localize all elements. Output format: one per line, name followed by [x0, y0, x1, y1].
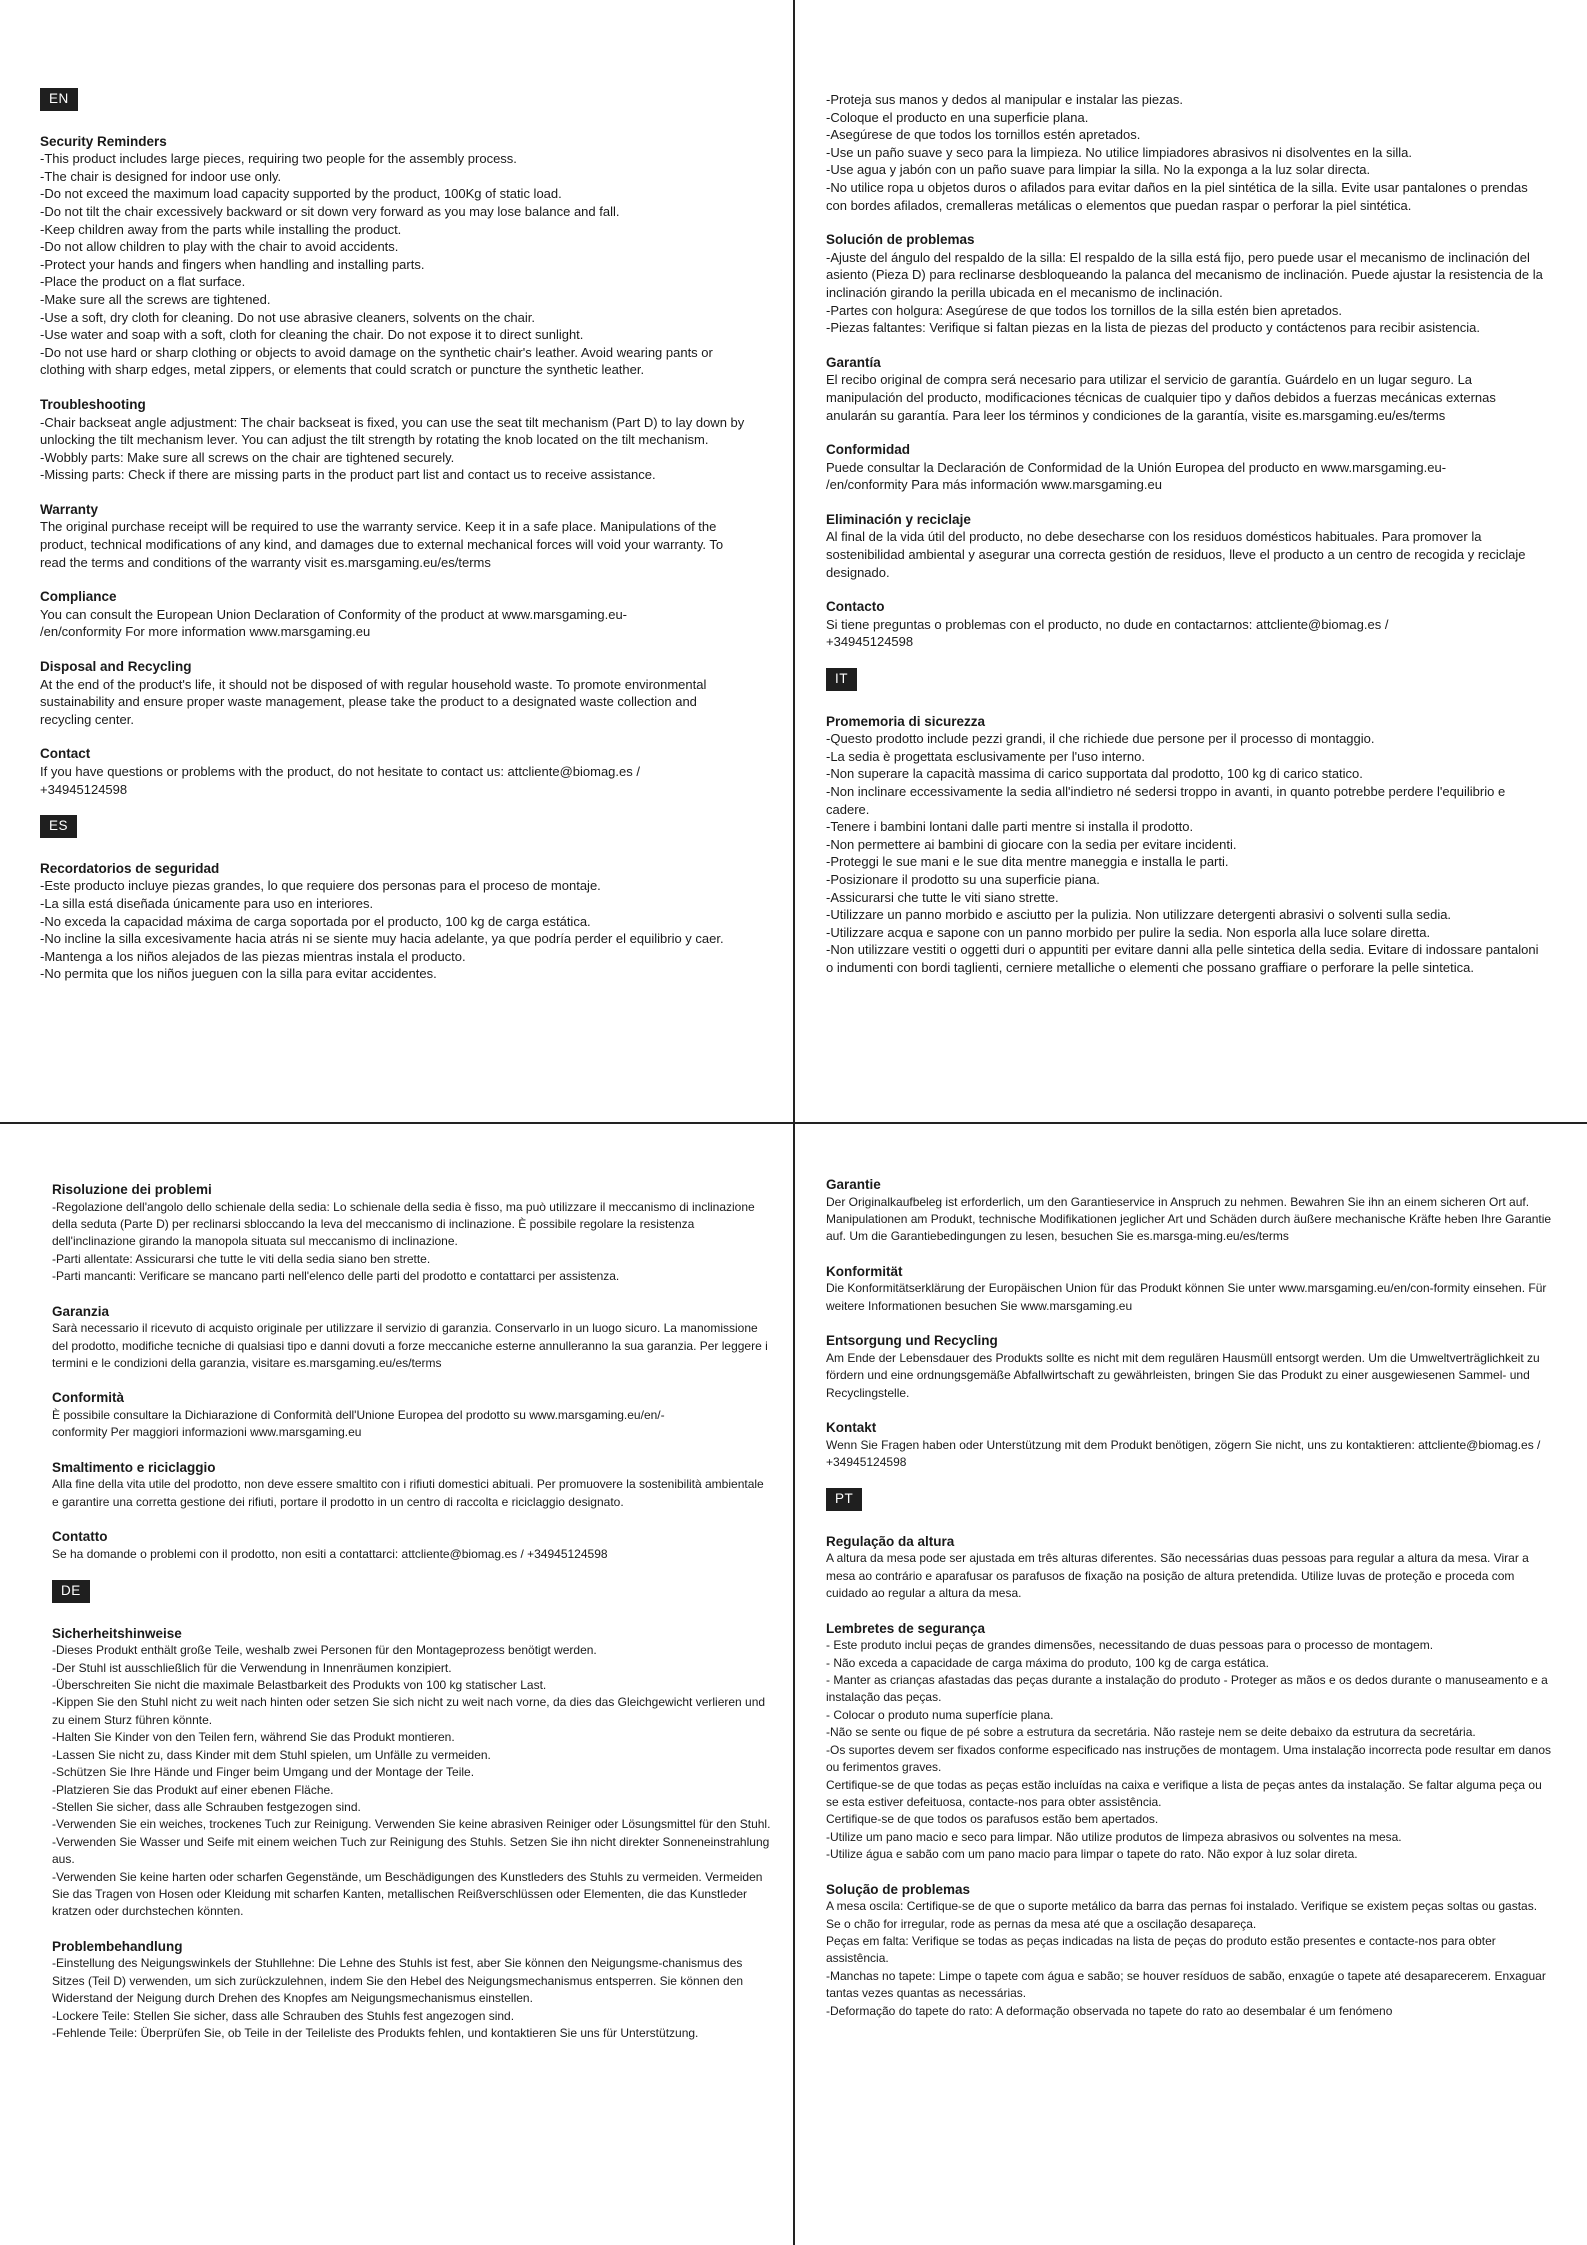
section: [52, 1938, 772, 2043]
section: [826, 511, 1544, 581]
section: [40, 133, 750, 379]
section-body: Puede consultar la Declaración de Conformidad de la Unión Europea del producto en www.marsgaming.eu- /en/conformity Para más información www.marsgaming.eu: [826, 459, 1447, 493]
quadrant-top-right: [826, 91, 1544, 994]
section-title: Eliminación y reciclaje: [826, 511, 971, 527]
section-title: Garantía: [826, 354, 881, 370]
section-body: -Proteja sus manos y dedos al manipular e instalar las piezas. -Coloque el producto en una superficie plana. -Asegúrese de que todos los tornillos estén apretados. -Use un paño suave y seco para la limpieza. No utilice limpiadores abrasivos ni disolventes en la silla. -Use agua y jabón con un paño suave para limpiar la silla. No la exponga a la luz solar directa. -No utilice ropa u objetos duros o afilados para evitar daños en la piel sintética de la silla. Evite usar pantalones o prendas con bordes afilados, cremalleras metálicas o elementos que puedan raspar o perforar la piel sintética.: [826, 92, 1528, 213]
section: [826, 441, 1544, 494]
section: [40, 658, 750, 728]
section-title: Garanzia: [52, 1303, 110, 1319]
section: [826, 231, 1544, 337]
section-body: If you have questions or problems with the product, do not hesitate to contact us: attcliente@biomag.es / +34945124598: [40, 764, 640, 797]
section-body: Wenn Sie Fragen haben oder Unterstützung mit dem Produkt benötigen, zögern Sie nicht, uns zu kontaktieren: attcliente@biomag.es / +34945124598: [826, 1437, 1541, 1470]
section: [52, 1459, 772, 1511]
section-body: At the end of the product's life, it should not be disposed of with regular household waste. To promote environmental sustainability and ensure proper waste management, please take the product to a designated waste collection and recycling center.: [40, 676, 707, 727]
section: [40, 396, 750, 484]
section: [40, 588, 750, 641]
section-title: Conformidad: [826, 442, 910, 458]
language-badge: PT: [826, 1488, 862, 1510]
section-body: -Einstellung des Neigungswinkels der Stuhllehne: Die Lehne des Stuhls ist fest, aber Sie können den Neigungsme-chanismus des Sitzes (Teil D) verwenden, um sich zurückzulehnen, indem Sie den Hebel des Neigungsmechanismus entsperren. Sie können den Widerstand der Neigung durch Drehen des Knopfes am Neigungsmechanismus einstellen. -Lockere Teile: Stellen Sie sicher, dass alle Schrauben des Stuhls fest angezogen sind. -Fehlende Teile: Überprüfen Sie, ob Teile in der Teileliste des Produkts fehlen, und kontaktieren Sie uns für Unterstützung.: [52, 1956, 744, 2040]
section-title: Compliance: [40, 589, 117, 605]
language-badge: IT: [826, 668, 857, 691]
section-title: Contacto: [826, 599, 885, 615]
section-title: Contact: [40, 746, 91, 762]
section: [826, 1176, 1554, 1246]
section: [826, 1533, 1554, 1603]
section-body: Der Originalkaufbeleg ist erforderlich, um den Garantieservice in Anspruch zu nehmen. Bewahren Sie ihn an einem sicheren Ort auf. Manipulationen am Produkt, technische Modifikationen jeglicher Art und Schäden durch äußere mechanische Kräfte heben Ihre Garantie auf. Um die Garantiebedingungen zu lesen, besuchen Sie es.marsga-ming.eu/es/terms: [826, 1194, 1552, 1244]
section-body: -This product includes large pieces, requiring two people for the assembly process. -The chair is designed for indoor use only. -Do not exceed the maximum load capacity supported by the product, 100Kg of static load. -Do not tilt the chair excessively backward or sit down very forward as you may lose balance and fall. -Keep children away from the parts while installing the product. -Do not allow children to play with the chair to avoid accidents. -Protect your hands and fingers when handling and installing parts. -Place the product on a flat surface. -Make sure all the screws are tightened. -Use a soft, dry cloth for cleaning. Do not use abrasive cleaners, solvents on the chair. -Use water and soap with a soft, cloth for cleaning the chair. Do not expose it to direct sunlight. -Do not use hard or sharp clothing or objects to avoid damage on the synthetic chair's leather. Avoid wearing pants or clothing with sharp edges, metal zippers, or elements that could scratch or puncture the synthetic leather.: [40, 151, 713, 378]
section-title: Kontakt: [826, 1420, 877, 1436]
section-body: El recibo original de compra será necesario para utilizar el servicio de garantía. Guárdelo en un lugar seguro. La manipulación del producto, modificaciones técnicas de cualquier tipo y daños debidos a fuerzas mecánicas externas anularán su garantía. Para leer los términos y condiciones de la garantía, visite es.marsgaming.eu/es/terms: [826, 372, 1496, 423]
section-body: È possibile consultare la Dichiarazione di Conformità dell'Unione Europea del prodotto su www.marsgaming.eu/en/- conformity Per maggiori informazioni www.marsgaming.eu: [52, 1408, 665, 1440]
section-body: You can consult the European Union Declaration of Conformity of the product at www.marsgaming.eu- /en/conformity For more information www.marsgaming.eu: [40, 606, 628, 640]
section-body: -Dieses Produkt enthält große Teile, weshalb zwei Personen für den Montageprozess benötigt werden. -Der Stuhl ist ausschließlich für die Verwendung in Innenräumen konzipiert. -Überschreiten Sie nicht die maximale Belastbarkeit des Produkts von 100 kg statischer Last. -Kippen Sie den Stuhl nicht zu weit nach hinten oder setzen Sie sich nicht zu weit nach vorne, da dies das Gleichgewicht verlieren und zu einem Sturz führen könnte. -Halten Sie Kinder von den Teilen fern, während Sie das Produkt montieren. -Lassen Sie nicht zu, dass Kinder mit dem Stuhl spielen, um Unfälle zu vermeiden. -Schützen Sie Ihre Hände und Finger beim Umgang und der Montage der Teile. -Platzieren Sie das Produkt auf einer ebenen Fläche. -Stellen Sie sicher, dass alle Schrauben festgezogen sind. -Verwenden Sie ein weiches, trockenes Tuch zur Reinigung. Verwenden Sie keine abrasiven Reiniger oder Lösungsmittel für den Stuhl. -Verwenden Sie Wasser und Seife mit einem weichen Tuch zur Reinigung des Stuhls. Setzen Sie ihn nicht direkter Sonneneinstrahlung aus. -Verwenden Sie keine harten oder scharfen Gegenstände, um Beschädigungen des Kunstleders des Stuhls zu vermeiden. Vermeiden Sie das Tragen von Hosen oder Kleidung mit scharfen Kanten, metallischen Reißverschlüssen oder Elementen, die das Kunstleder kratzen oder durchstechen könnten.: [52, 1643, 771, 1919]
section-title: Disposal and Recycling: [40, 659, 192, 675]
section-title: Risoluzione dei problemi: [52, 1182, 212, 1197]
section-title: Smaltimento e riciclaggio: [52, 1459, 216, 1475]
section: [826, 354, 1544, 424]
quadrant-bottom-left: [52, 1181, 772, 2059]
section-title: Entsorgung und Recycling: [826, 1333, 998, 1349]
section-body: The original purchase receipt will be required to use the warranty service. Keep it in a safe place. Manipulations of the product, technical modifications of any kind, and damages due to external mechanical forces will void your warranty. To read the terms and conditions of the warranty visit es.marsgaming.eu/es/terms: [40, 519, 724, 570]
section-body: Si tiene preguntas o problemas con el producto, no dude en contactarnos: attcliente@biomag.es / +34945124598: [826, 616, 1389, 650]
section: [826, 1419, 1554, 1471]
section-body: -Questo prodotto include pezzi grandi, il che richiede due persone per il processo di montaggio. -La sedia è progettata esclusivamente per l'uso interno. -Non superare la capacità massima di carico supportata dal prodotto, 100 kg di carico statico. -Non inclinare eccessivamente la sedia all'indietro né sedersi troppo in avanti, in quanto potrebbe perdere l'equilibrio e cadere. -Tenere i bambini lontani dalle parti mentre si installa il prodotto. -Non permettere ai bambini di giocare con la sedia per evitare incidenti. -Proteggi le sue mani e le sue dita mentre maneggia e installa le parti. -Posizionare il prodotto su una superficie piana. -Assicurarsi che tutte le viti siano strette. -Utilizzare un panno morbido e asciutto per la pulizia. Non utilizzare detergenti abrasivi o solventi sulla sedia. -Utilizzare acqua e sapone con un panno morbido per pulire la sedia. Non esporla alla luce solare diretta. -Non utilizzare vestiti o oggetti duri o appuntiti per evitare danni alla pelle sintetica della sedia. Evitare di indossare pantaloni o indumenti con bordi taglienti, cerniere metalliche o elementi che possano graffiare o perforare la pelle sintetica.: [826, 731, 1539, 975]
section: [52, 1625, 772, 1921]
section-title: Security Reminders: [40, 133, 167, 149]
section-body: Die Konformitätserklärung der Europäischen Union für das Produkt können Sie unter www.marsgaming.eu/en/con-formity einsehen. Für weitere Informationen besuchen Sie www.marsgaming.eu: [826, 1281, 1547, 1313]
section: [52, 1181, 772, 1286]
section-body: -Ajuste del ángulo del respaldo de la silla: El respaldo de la silla está fijo, pero puede usar el mecanismo de inclinación del asiento (Pieza D) para reclinarse desbloqueando la palanca del mecanismo de inclinación. Puede ajustar la resistencia de la inclinación girando la perilla ubicada en el mecanismo de inclinación. -Partes con holgura: Asegúrese de que todos los tornillos de la silla estén bien apretados. -Piezas faltantes: Verifique si faltan piezas en la lista de piezas del producto y contáctenos para recibir asistencia.: [826, 249, 1543, 336]
section-body: Se ha domande o problemi con il prodotto, non esiti a contattarci: attcliente@biomag.es / +34945124598: [52, 1546, 608, 1561]
section-title: Konformität: [826, 1263, 903, 1279]
section: [826, 598, 1544, 651]
section-body: A mesa oscila: Certifique-se de que o suporte metálico da barra das pernas foi instalado. Verifique se existem peças soltas ou gastas. Se o chão for irregular, rode as pernas da mesa até que a oscilação desapareça. Peças em falta: Verifique se todas as peças indicadas na lista de peças do produto estão presentes e contacte-nos para obter assistência. -Manchas no tapete: Limpe o tapete com água e sabão; se houver resíduos de sabão, enxagúe o tapete até desaparecerem. Enxaguar tantas vezes quantas as necessárias. -Deformação do tapete do rato: A deformação observada no tapete do rato ao desembalar é um fenómeno: [826, 1899, 1546, 2018]
section: [52, 1389, 772, 1441]
section: [826, 1620, 1554, 1864]
section: [40, 860, 750, 983]
quadrant-top-left: [40, 88, 750, 1000]
section-title: Garantie: [826, 1177, 881, 1192]
quadrant-bottom-right: [826, 1176, 1554, 2037]
language-badge: EN: [40, 88, 78, 111]
section-body: Alla fine della vita utile del prodotto, non deve essere smaltito con i rifiuti domestici abituali. Per promuovere la sostenibilità ambientale e garantire una corretta gestione dei rifiuti, portare il prodotto in un centro di raccolta e riciclaggio designato.: [52, 1477, 764, 1509]
section: [52, 1303, 772, 1373]
section-title: Solução de problemas: [826, 1881, 971, 1897]
section: [52, 1528, 772, 1563]
section-body: A altura da mesa pode ser ajustada em três alturas diferentes. São necessárias duas pessoas para regular a altura da mesa. Virar a mesa ao contrário e aparafusar os parafusos de fixação na posição de altura pretendida. Utilize luvas de proteção e proceda com cuidado ao regular a altura da mesa.: [826, 1551, 1529, 1601]
section: [826, 91, 1544, 214]
section-title: Contatto: [52, 1529, 108, 1545]
section-body: -Chair backseat angle adjustment: The chair backseat is fixed, you can use the seat tilt mechanism (Part D) to lay down by unlocking the tilt mechanism lever. You can adjust the tilt strength by rotating the knob located on the tilt mechanism. -Wobbly parts: Make sure all screws on the chair are tightened securely. -Missing parts: Check if there are missing parts in the product part list and contact us to receive assistance.: [40, 414, 745, 483]
section-title: Regulação da altura: [826, 1533, 955, 1549]
section-title: Troubleshooting: [40, 396, 146, 412]
section-title: Warranty: [40, 501, 99, 517]
section: [40, 501, 750, 571]
language-badge: DE: [52, 1580, 90, 1602]
section-title: Recordatorios de seguridad: [40, 860, 220, 876]
section-body: -Este producto incluye piezas grandes, lo que requiere dos personas para el proceso de montaje. -La silla está diseñada únicamente para uso en interiores. -No exceda la capacidad máxima de carga soportada por el producto, 100 kg de carga estática. -No incline la silla excesivamente hacia atrás ni se siente muy hacia adelante, ya que podría perder el equilibrio y caer. -Mantenga a los niños alejados de las piezas mientras instala el producto. -No permita que los niños jueguen con la silla para evitar accidentes.: [40, 878, 724, 982]
section: [826, 1332, 1554, 1402]
section: [40, 745, 750, 798]
section-title: Solución de problemas: [826, 232, 975, 248]
section-body: - Este produto inclui peças de grandes dimensões, necessitando de duas pessoas para o processo de montagem. - Não exceda a capacidade de carga máxima do produto, 100 kg de carga estática. - Manter as crianças afastadas das peças durante a instalação do produto - Proteger as mãos e os dedos durante o manuseamento e a instalação das peças. - Colocar o produto numa superfície plana. -Não se sente ou fique de pé sobre a estrutura da secretária. Não rasteje nem se deite debaixo da estrutura da secretária. -Os suportes devem ser fixados conforme especificado nas instruções de montagem. Uma instalação incorrecta pode resultar em danos ou ferimentos graves. Certifique-se de que todas as peças estão incluídas na caixa e verifique a lista de peças antes da instalação. Se faltar alguma peça ou se esta estiver defeituosa, contacte-nos para obter assistência. Certifique-se de que todos os parafusos estão bem apertados. -Utilize um pano macio e seco para limpar. Não utilize produtos de limpeza abrasivos ou solventes na mesa. -Utilize água e sabão com um pano macio para limpar o tapete do rato. Não expor à luz solar direta.: [826, 1638, 1552, 1862]
language-badge: ES: [40, 815, 77, 838]
section-title: Promemoria di sicurezza: [826, 713, 986, 729]
section-body: Am Ende der Lebensdauer des Produkts sollte es nicht mit dem regulären Hausmüll entsorgt werden. Um die Umweltverträglichkeit zu fördern und eine ordnungsgemäße Abfallwirtschaft zu gewährleisten, bringen Sie das Produkt zu einer ausgewiesenen Sammel- und Recyclingstelle.: [826, 1350, 1540, 1400]
section-body: Sarà necessario il ricevuto di acquisto originale per utilizzare il servizio di garanzia. Conservarlo in un luogo sicuro. La manomissione del prodotto, modifiche tecniche di qualsiasi tipo e danni dovuti a forze meccaniche esterne annulleranno la sua garanzia. Per leggere i termini e le condizioni della garanzia, visitare es.marsgaming.eu/es/terms: [52, 1321, 768, 1371]
section: [826, 1881, 1554, 2020]
horizontal-fold-line: [0, 1122, 1587, 1124]
section-title: Sicherheitshinweise: [52, 1625, 182, 1641]
section-body: -Regolazione dell'angolo dello schienale della sedia: Lo schienale della sedia è fisso, ma può utilizzare il meccanismo di inclinazione della seduta (Parte D) per reclinarsi sbloccando la leva del meccanismo di inclinazione. È possibile regolare la resistenza dell'inclinazione girando la manopola situata sul meccanismo di inclinazione. -Parti allentate: Assicurarsi che tutte le viti della sedia siano ben strette. -Parti mancanti: Verificare se mancano parti nell'elenco delle parti del prodotto e contattarci per assistenza.: [52, 1199, 755, 1284]
section-title: Conformità: [52, 1390, 124, 1406]
section-title: Lembretes de segurança: [826, 1620, 986, 1636]
section-body: Al final de la vida útil del producto, no debe desecharse con los residuos domésticos habituales. Para promover la sostenibilidad ambiental y asegurar una correcta gestión de residuos, lleve el producto a un centro de recogida y reciclaje designado.: [826, 529, 1526, 580]
section-title: Problembehandlung: [52, 1938, 183, 1954]
section: [826, 713, 1544, 977]
section: [826, 1263, 1554, 1315]
